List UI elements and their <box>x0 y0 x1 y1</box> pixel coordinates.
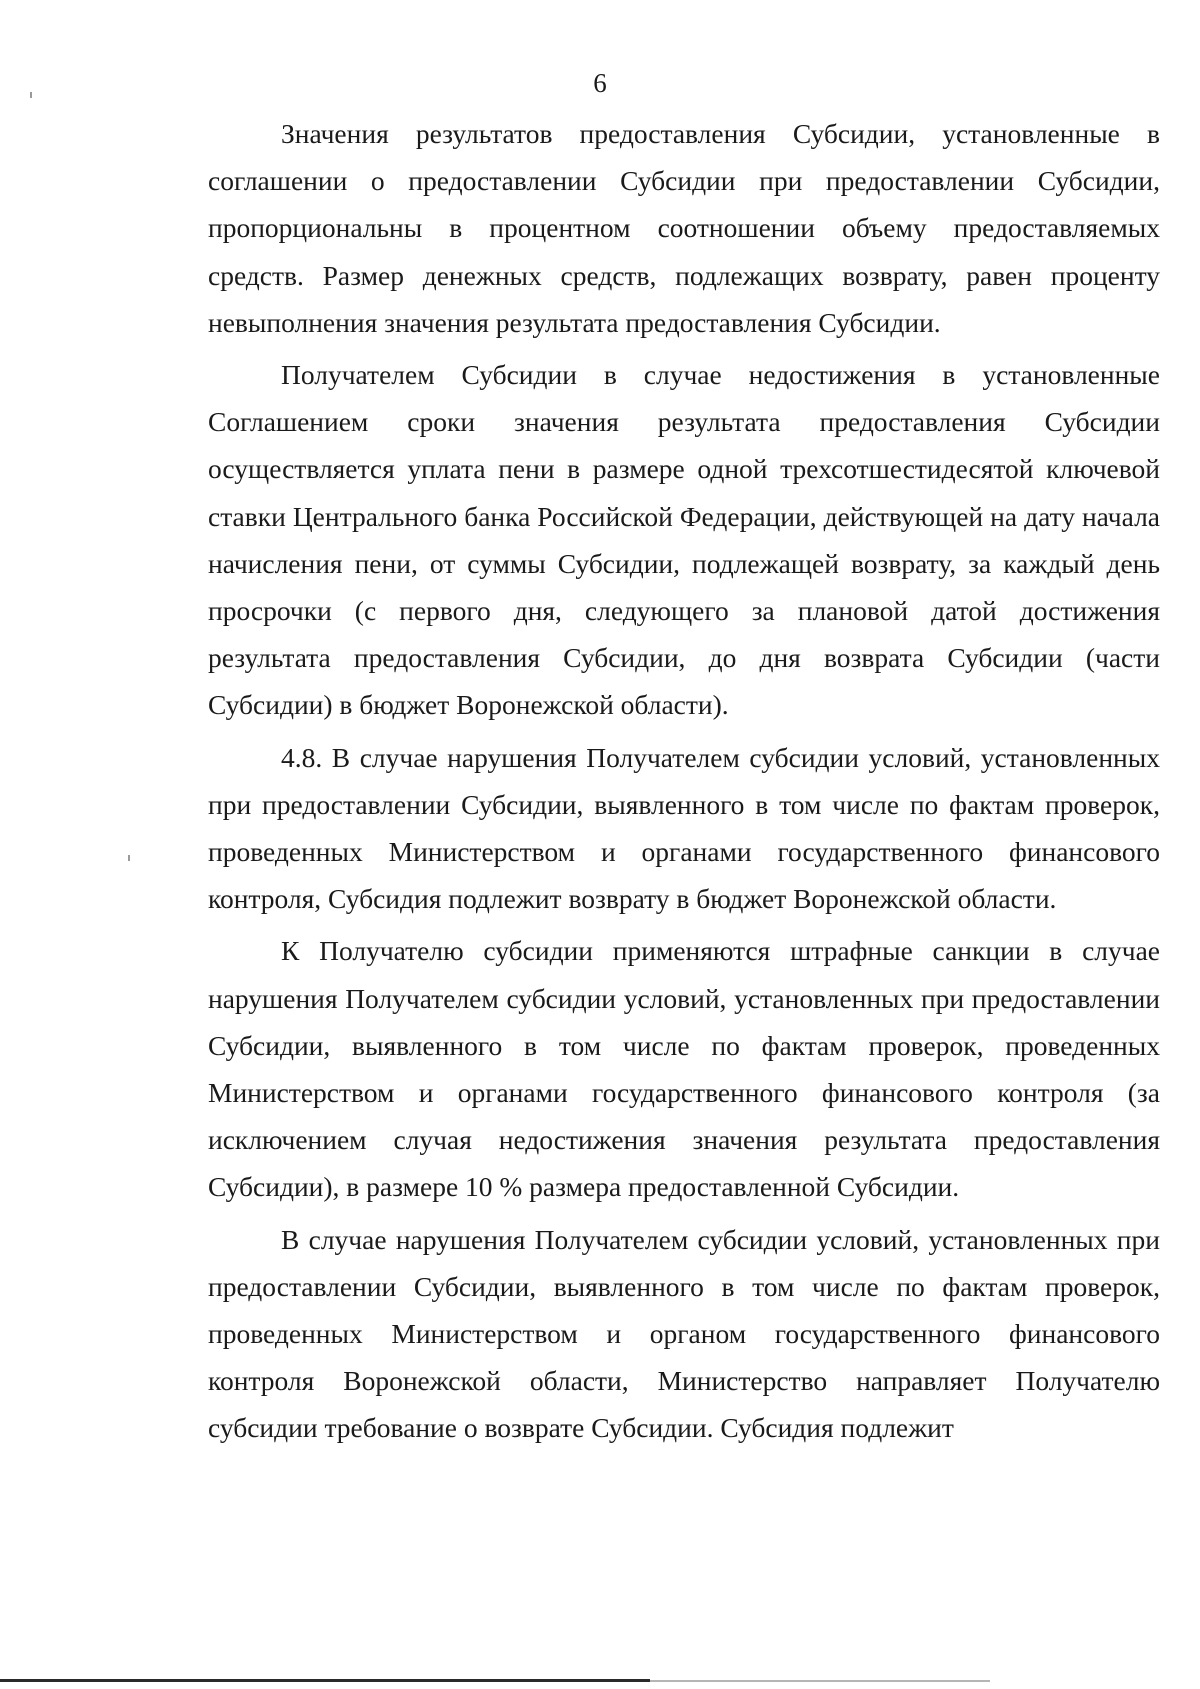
document-body <box>208 110 1160 1452</box>
paragraph-return-demand: В случае нарушения Получателем субсидии условий, установленных при предоставлении Субсидии, выявленного в том числе по фактам проверок, проведенных Министерством и органом государственного финансового контроля Воронежской области, Министерство направляет Получателю субсидии требование о возврате Субсидии. Субсидия подлежит <box>208 1223 1160 1444</box>
paragraph-penalty: Получателем Субсидии в случае недостижения в установленные Соглашением сроки значения результата предоставления Субсидии осуществляется уплата пени в размере одной трехсотшестидесятой ключевой ставки Центрального банка Российской Федерации, действующей на дату начала начисления пени, от суммы Субсидии, подлежащей возврату, за каждый день просрочки (с первого дня, следующего за плановой датой достижения результата предоставления Субсидии, до дня возврата Субсидии (части Субсидии) в бюджет Воронежской области). <box>208 359 1160 721</box>
paragraph-section-4-8: 4.8. В случае нарушения Получателем субсидии условий, установленных при предоставлении Субсидии, выявленного в том числе по фактам проверок, проведенных Министерством и органами государственного финансового контроля, Субсидия подлежит возврату в бюджет Воронежской области. <box>208 741 1160 915</box>
page-number: 6 <box>593 68 607 98</box>
bottom-scan-edge <box>0 1679 650 1682</box>
scan-mark-middle <box>128 855 130 861</box>
bottom-scan-edge-faint <box>650 1680 990 1682</box>
paragraph-results-values: Значения результатов предоставления Субсидии, установленные в соглашении о предоставлении Субсидии при предоставлении Субсидии, пропорциональны в процентном соотношении объему предоставляемых средств. Размер денежных средств, подлежащих возврату, равен проценту невыполнения значения результата предоставления Субсидии. <box>208 118 1160 338</box>
paragraph-fine-sanctions: К Получателю субсидии применяются штрафные санкции в случае нарушения Получателем субсидии условий, установленных при предоставлении Субсидии, выявленного в том числе по фактам проверок, проведенных Министерством и органами государственного финансового контроля (за исключением случая недостижения значения результата предоставления Субсидии), в размере 10 % размера предоставленной Субсидии. <box>208 935 1160 1203</box>
